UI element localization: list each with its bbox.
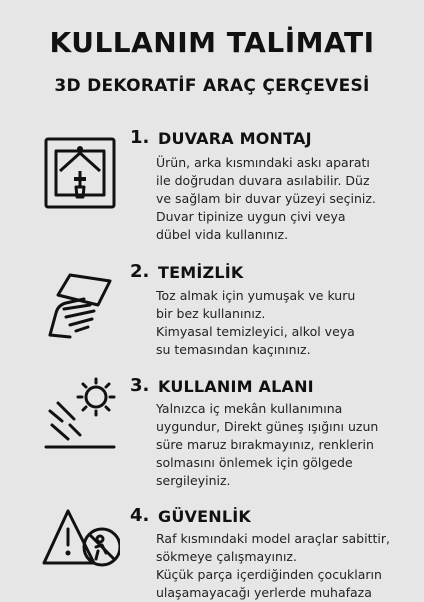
text-line: dübel vida kullanınız.	[156, 227, 289, 242]
section-text	[156, 287, 418, 359]
section-title: KULLANIM ALANI	[158, 377, 314, 396]
text-line: bir bez kullanınız.	[156, 306, 266, 321]
text-line: süre maruz bırakmayınız, renklerin	[156, 437, 374, 452]
section-title: GÜVENLİK	[158, 507, 251, 526]
section-text	[156, 400, 418, 490]
text-line: Raf kısmındaki model araçlar sabittir,	[156, 531, 390, 546]
section-number: 2.	[130, 261, 150, 282]
text-line: Duvar tipinize uygun çivi veya	[156, 209, 346, 224]
text-line: ve sağlam bir duvar yüzeyi seçiniz.	[156, 191, 376, 206]
warning-child-icon	[40, 505, 120, 585]
section-title: TEMİZLİK	[158, 263, 244, 282]
wall-mount-icon	[40, 133, 120, 213]
cleaning-hand-icon	[40, 265, 120, 345]
section-text	[156, 530, 418, 602]
text-line: sökmeye çalışmayınız.	[156, 549, 297, 564]
section-number: 3.	[130, 375, 150, 396]
text-line: Kimyasal temizleyici, alkol veya	[156, 324, 355, 339]
text-line: uygundur, Direkt güneş ışığını uzun	[156, 419, 379, 434]
section-title: DUVARA MONTAJ	[158, 129, 312, 148]
text-line: Toz almak için yumuşak ve kuru	[156, 288, 356, 303]
text-line: Yalnızca iç mekân kullanımına	[156, 401, 343, 416]
text-line: ile doğrudan duvara asılabilir. Düz	[156, 173, 370, 188]
text-line: sergileyiniz.	[156, 473, 231, 488]
page-subtitle: 3D DEKORATİF ARAÇ ÇERÇEVESİ	[54, 76, 370, 96]
text-line: su temasından kaçınınız.	[156, 342, 311, 357]
section-text	[156, 154, 418, 244]
text-line: Küçük parça içerdiğinden çocukların	[156, 567, 382, 582]
section-number: 4.	[130, 505, 150, 526]
section-number: 1.	[130, 127, 150, 148]
text-line: Ürün, arka kısmındaki askı aparatı	[156, 155, 370, 170]
page-title: KULLANIM TALİMATI	[49, 26, 375, 59]
sun-rays-icon	[40, 375, 120, 455]
text-line: ulaşamayacağı yerlerde muhafaza	[156, 585, 372, 600]
text-line: solmasını önlemek için gölgede	[156, 455, 353, 470]
